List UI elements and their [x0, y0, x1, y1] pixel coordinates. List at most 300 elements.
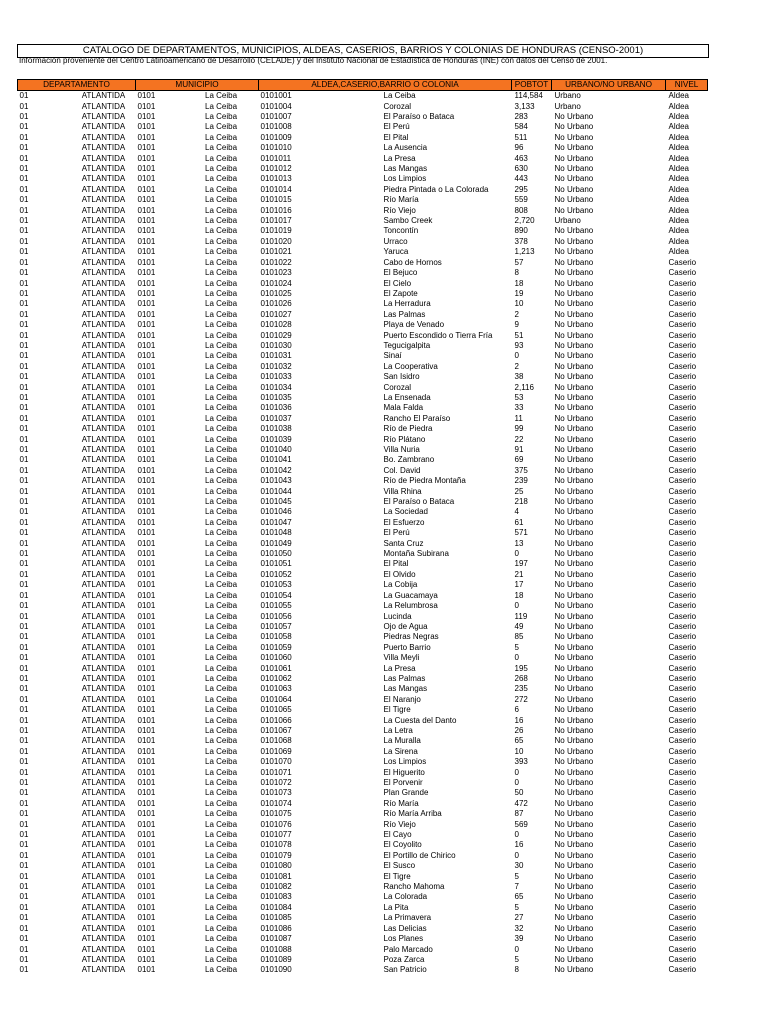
cell-municipio-code: 0101	[137, 101, 156, 111]
cell-urbano: No Urbano	[554, 340, 594, 350]
cell-departamento-code: 01	[19, 122, 29, 132]
cell-departamento-code: 01	[19, 340, 29, 350]
header-municipio: MUNICIPIO	[136, 80, 259, 91]
table-row	[18, 622, 708, 632]
cell-nivel: Caserio	[668, 611, 697, 621]
cell-pobtot: 17	[514, 580, 524, 590]
cell-nivel: Caserio	[668, 694, 697, 704]
table-row	[18, 684, 708, 694]
cell-municipio-code: 0101	[137, 705, 156, 715]
cell-departamento-name: ATLANTIDA	[81, 944, 126, 954]
cell-municipio-name: La Ceiba	[205, 486, 238, 496]
cell-urbano: No Urbano	[554, 653, 594, 663]
cell-aldea-name: Rancho Mahoma	[383, 882, 445, 892]
cell-urbano: No Urbano	[554, 299, 594, 309]
cell-aldea-code: 0101062	[260, 673, 292, 683]
cell-departamento-name: ATLANTIDA	[81, 549, 126, 559]
cell-departamento-code: 01	[19, 132, 29, 142]
cell-nivel: Caserio	[668, 549, 697, 559]
cell-aldea-name: Sambo Creek	[383, 216, 433, 226]
cell-urbano: No Urbano	[554, 954, 594, 964]
table-row	[18, 736, 708, 746]
cell-municipio-code: 0101	[137, 934, 156, 944]
cell-departamento-name: ATLANTIDA	[81, 767, 126, 777]
cell-pobtot: 630	[514, 164, 528, 174]
cell-municipio-name: La Ceiba	[205, 205, 238, 215]
cell-nivel: Aldea	[668, 184, 689, 194]
cell-municipio-code: 0101	[137, 424, 156, 434]
cell-urbano: No Urbano	[554, 164, 594, 174]
cell-municipio-name: La Ceiba	[205, 611, 238, 621]
cell-departamento-code: 01	[19, 694, 29, 704]
cell-pobtot: 218	[514, 497, 528, 507]
cell-municipio-code: 0101	[137, 830, 156, 840]
cell-aldea-name: Las Mangas	[383, 164, 428, 174]
cell-municipio-code: 0101	[137, 954, 156, 964]
cell-pobtot: 443	[514, 174, 528, 184]
cell-departamento-name: ATLANTIDA	[81, 153, 126, 163]
table-row	[18, 559, 708, 569]
cell-urbano: No Urbano	[554, 153, 594, 163]
cell-urbano: No Urbano	[554, 184, 594, 194]
cell-departamento-name: ATLANTIDA	[81, 174, 126, 184]
cell-aldea-code: 0101054	[260, 590, 292, 600]
header-pobtot: POBTOT	[512, 80, 552, 91]
cell-aldea-name: La Cuesta del Danto	[383, 715, 457, 725]
cell-aldea-code: 0101023	[260, 268, 292, 278]
cell-nivel: Caserio	[668, 819, 697, 829]
cell-departamento-name: ATLANTIDA	[81, 112, 126, 122]
cell-municipio-code: 0101	[137, 861, 156, 871]
cell-municipio-code: 0101	[137, 528, 156, 538]
cell-departamento-name: ATLANTIDA	[81, 684, 126, 694]
cell-municipio-name: La Ceiba	[205, 497, 238, 507]
cell-departamento-code: 01	[19, 330, 29, 340]
table-row	[18, 299, 708, 309]
cell-aldea-code: 0101066	[260, 715, 292, 725]
cell-pobtot: 195	[514, 663, 528, 673]
cell-pobtot: 16	[514, 840, 524, 850]
cell-aldea-name: Piedra Pintada o La Colorada	[383, 184, 489, 194]
cell-municipio-code: 0101	[137, 611, 156, 621]
table-row	[18, 341, 708, 351]
cell-aldea-name: Corozal	[383, 382, 412, 392]
cell-departamento-name: ATLANTIDA	[81, 164, 126, 174]
cell-municipio-name: La Ceiba	[205, 819, 238, 829]
cell-pobtot: 0	[514, 351, 519, 361]
cell-urbano: No Urbano	[554, 705, 594, 715]
cell-nivel: Caserio	[668, 798, 697, 808]
cell-urbano: No Urbano	[554, 611, 594, 621]
cell-nivel: Caserio	[668, 330, 697, 340]
cell-municipio-code: 0101	[137, 819, 156, 829]
cell-municipio-code: 0101	[137, 767, 156, 777]
cell-departamento-code: 01	[19, 725, 29, 735]
cell-urbano: No Urbano	[554, 965, 594, 975]
cell-departamento-name: ATLANTIDA	[81, 830, 126, 840]
cell-urbano: No Urbano	[554, 809, 594, 819]
cell-urbano: No Urbano	[554, 320, 594, 330]
cell-aldea-name: El Pital	[383, 132, 409, 142]
cell-municipio-code: 0101	[137, 164, 156, 174]
header-urbano: URBANO/NO URBANO	[552, 80, 666, 91]
cell-urbano: No Urbano	[554, 195, 594, 205]
cell-departamento-name: ATLANTIDA	[81, 299, 126, 309]
table-row	[18, 538, 708, 548]
cell-aldea-name: Col. David	[383, 465, 421, 475]
cell-municipio-name: La Ceiba	[205, 538, 238, 548]
cell-urbano: No Urbano	[554, 601, 594, 611]
cell-aldea-code: 0101064	[260, 694, 292, 704]
cell-municipio-name: La Ceiba	[205, 91, 238, 101]
cell-urbano: No Urbano	[554, 268, 594, 278]
cell-aldea-name: Las Delicias	[383, 923, 427, 933]
cell-departamento-name: ATLANTIDA	[81, 132, 126, 142]
cell-departamento-code: 01	[19, 611, 29, 621]
cell-departamento-code: 01	[19, 184, 29, 194]
cell-aldea-name: Villa Meyli	[383, 653, 420, 663]
cell-urbano: No Urbano	[554, 830, 594, 840]
table-row	[18, 445, 708, 455]
cell-nivel: Caserio	[668, 320, 697, 330]
cell-aldea-name: Ojo de Agua	[383, 621, 428, 631]
cell-pobtot: 32	[514, 923, 524, 933]
table-row	[18, 924, 708, 934]
cell-nivel: Caserio	[668, 340, 697, 350]
cell-aldea-code: 0101053	[260, 580, 292, 590]
cell-municipio-name: La Ceiba	[205, 653, 238, 663]
cell-pobtot: 1,213	[514, 247, 535, 257]
cell-aldea-name: Río Plátano	[383, 434, 426, 444]
cell-urbano: No Urbano	[554, 486, 594, 496]
table-row	[18, 164, 708, 174]
cell-pobtot: 38	[514, 372, 524, 382]
cell-municipio-name: La Ceiba	[205, 340, 238, 350]
cell-municipio-code: 0101	[137, 840, 156, 850]
cell-municipio-code: 0101	[137, 486, 156, 496]
cell-pobtot: 0	[514, 653, 519, 663]
cell-nivel: Caserio	[668, 621, 697, 631]
cell-nivel: Caserio	[668, 288, 697, 298]
cell-aldea-name: El Tigre	[383, 871, 411, 881]
table-row	[18, 91, 708, 102]
cell-nivel: Caserio	[668, 725, 697, 735]
cell-nivel: Caserio	[668, 413, 697, 423]
table-row	[18, 913, 708, 923]
cell-departamento-name: ATLANTIDA	[81, 372, 126, 382]
table-row	[18, 310, 708, 320]
cell-urbano: No Urbano	[554, 226, 594, 236]
cell-pobtot: 9	[514, 320, 519, 330]
cell-departamento-name: ATLANTIDA	[81, 424, 126, 434]
cell-departamento-code: 01	[19, 861, 29, 871]
table-row	[18, 778, 708, 788]
cell-municipio-name: La Ceiba	[205, 954, 238, 964]
cell-municipio-code: 0101	[137, 382, 156, 392]
cell-urbano: No Urbano	[554, 549, 594, 559]
cell-aldea-code: 0101065	[260, 705, 292, 715]
cell-departamento-code: 01	[19, 101, 29, 111]
cell-urbano: No Urbano	[554, 507, 594, 517]
table-row	[18, 476, 708, 486]
cell-aldea-name: El Esfuerzo	[383, 517, 425, 527]
cell-aldea-code: 0101028	[260, 320, 292, 330]
table-row	[18, 351, 708, 361]
cell-municipio-code: 0101	[137, 809, 156, 819]
cell-pobtot: 2,720	[514, 216, 535, 226]
cell-municipio-name: La Ceiba	[205, 101, 238, 111]
cell-municipio-name: La Ceiba	[205, 944, 238, 954]
cell-municipio-name: La Ceiba	[205, 309, 238, 319]
cell-departamento-code: 01	[19, 372, 29, 382]
cell-aldea-name: Toncontín	[383, 226, 419, 236]
table-row	[18, 674, 708, 684]
cell-departamento-code: 01	[19, 236, 29, 246]
cell-municipio-name: La Ceiba	[205, 476, 238, 486]
table-row	[18, 788, 708, 798]
cell-aldea-code: 0101081	[260, 871, 292, 881]
cell-departamento-code: 01	[19, 632, 29, 642]
cell-pobtot: 93	[514, 340, 524, 350]
cell-municipio-name: La Ceiba	[205, 934, 238, 944]
cell-municipio-name: La Ceiba	[205, 434, 238, 444]
cell-municipio-name: La Ceiba	[205, 798, 238, 808]
table-row	[18, 143, 708, 153]
cell-departamento-name: ATLANTIDA	[81, 632, 126, 642]
cell-departamento-code: 01	[19, 590, 29, 600]
table-row	[18, 434, 708, 444]
cell-urbano: No Urbano	[554, 247, 594, 257]
cell-municipio-code: 0101	[137, 278, 156, 288]
cell-departamento-code: 01	[19, 445, 29, 455]
table-row	[18, 362, 708, 372]
cell-municipio-code: 0101	[137, 122, 156, 132]
cell-departamento-name: ATLANTIDA	[81, 642, 126, 652]
cell-urbano: No Urbano	[554, 257, 594, 267]
cell-municipio-code: 0101	[137, 569, 156, 579]
cell-nivel: Caserio	[668, 861, 697, 871]
cell-municipio-code: 0101	[137, 601, 156, 611]
cell-departamento-code: 01	[19, 809, 29, 819]
table-row	[18, 133, 708, 143]
cell-aldea-name: Mala Falda	[383, 403, 424, 413]
cell-aldea-code: 0101039	[260, 434, 292, 444]
cell-nivel: Caserio	[668, 653, 697, 663]
table-row	[18, 518, 708, 528]
cell-pobtot: 99	[514, 424, 524, 434]
cell-pobtot: 375	[514, 465, 528, 475]
cell-departamento-name: ATLANTIDA	[81, 507, 126, 517]
cell-departamento-name: ATLANTIDA	[81, 445, 126, 455]
table-row	[18, 965, 708, 975]
cell-urbano: No Urbano	[554, 778, 594, 788]
cell-pobtot: 0	[514, 944, 519, 954]
cell-departamento-name: ATLANTIDA	[81, 517, 126, 527]
cell-departamento-name: ATLANTIDA	[81, 382, 126, 392]
cell-aldea-code: 0101022	[260, 257, 292, 267]
cell-departamento-name: ATLANTIDA	[81, 757, 126, 767]
cell-nivel: Caserio	[668, 403, 697, 413]
cell-municipio-name: La Ceiba	[205, 403, 238, 413]
cell-nivel: Caserio	[668, 309, 697, 319]
cell-municipio-name: La Ceiba	[205, 382, 238, 392]
cell-aldea-name: Los Limpios	[383, 757, 427, 767]
cell-aldea-code: 0101007	[260, 112, 292, 122]
cell-nivel: Caserio	[668, 601, 697, 611]
cell-municipio-name: La Ceiba	[205, 778, 238, 788]
cell-departamento-name: ATLANTIDA	[81, 91, 126, 101]
cell-nivel: Caserio	[668, 965, 697, 975]
cell-aldea-code: 0101019	[260, 226, 292, 236]
cell-pobtot: 3,133	[514, 101, 535, 111]
table-row	[18, 185, 708, 195]
cell-aldea-code: 0101078	[260, 840, 292, 850]
cell-pobtot: 11	[514, 413, 523, 423]
cell-aldea-code: 0101035	[260, 392, 292, 402]
header-aldea: ALDEA,CASERIO,BARRIO O COLONIA	[259, 80, 512, 91]
cell-aldea-code: 0101074	[260, 798, 292, 808]
cell-municipio-name: La Ceiba	[205, 861, 238, 871]
cell-municipio-code: 0101	[137, 871, 156, 881]
cell-aldea-name: Urraco	[383, 236, 408, 246]
cell-nivel: Caserio	[668, 559, 697, 569]
cell-nivel: Caserio	[668, 809, 697, 819]
cell-urbano: No Urbano	[554, 288, 594, 298]
cell-municipio-code: 0101	[137, 788, 156, 798]
cell-departamento-code: 01	[19, 642, 29, 652]
cell-municipio-code: 0101	[137, 673, 156, 683]
cell-aldea-code: 0101034	[260, 382, 292, 392]
cell-pobtot: 13	[514, 538, 524, 548]
cell-pobtot: 239	[514, 476, 528, 486]
cell-departamento-name: ATLANTIDA	[81, 476, 126, 486]
cell-municipio-name: La Ceiba	[205, 684, 238, 694]
cell-departamento-name: ATLANTIDA	[81, 216, 126, 226]
cell-departamento-code: 01	[19, 497, 29, 507]
cell-aldea-name: Plan Grande	[383, 788, 429, 798]
cell-pobtot: 49	[514, 621, 524, 631]
cell-municipio-name: La Ceiba	[205, 184, 238, 194]
cell-municipio-name: La Ceiba	[205, 361, 238, 371]
cell-municipio-name: La Ceiba	[205, 788, 238, 798]
cell-pobtot: 808	[514, 205, 528, 215]
cell-municipio-name: La Ceiba	[205, 913, 238, 923]
cell-pobtot: 4	[514, 507, 519, 517]
cell-pobtot: 69	[514, 455, 524, 465]
cell-urbano: No Urbano	[554, 569, 594, 579]
cell-pobtot: 85	[514, 632, 524, 642]
cell-pobtot: 6	[514, 705, 519, 715]
cell-urbano: No Urbano	[554, 715, 594, 725]
cell-aldea-code: 0101010	[260, 143, 292, 153]
cell-pobtot: 119	[514, 611, 528, 621]
cell-municipio-code: 0101	[137, 653, 156, 663]
cell-aldea-code: 0101026	[260, 299, 292, 309]
table-row	[18, 205, 708, 215]
cell-municipio-code: 0101	[137, 746, 156, 756]
cell-aldea-name: Yaruca	[383, 247, 409, 257]
cell-aldea-code: 0101032	[260, 361, 292, 371]
cell-aldea-name: Tegucigalpita	[383, 340, 431, 350]
cell-municipio-code: 0101	[137, 694, 156, 704]
cell-nivel: Aldea	[668, 153, 689, 163]
cell-departamento-name: ATLANTIDA	[81, 892, 126, 902]
cell-municipio-code: 0101	[137, 642, 156, 652]
cell-aldea-name: El Perú	[383, 122, 410, 132]
cell-aldea-name: La Cooperativa	[383, 361, 438, 371]
cell-urbano: No Urbano	[554, 309, 594, 319]
cell-pobtot: 39	[514, 934, 524, 944]
cell-nivel: Caserio	[668, 278, 697, 288]
cell-urbano: No Urbano	[554, 392, 594, 402]
cell-aldea-name: La Presa	[383, 663, 416, 673]
cell-municipio-code: 0101	[137, 517, 156, 527]
cell-nivel: Caserio	[668, 642, 697, 652]
cell-pobtot: 0	[514, 830, 519, 840]
cell-municipio-code: 0101	[137, 226, 156, 236]
table-row	[18, 497, 708, 507]
cell-urbano: No Urbano	[554, 236, 594, 246]
cell-departamento-name: ATLANTIDA	[81, 247, 126, 257]
table-row	[18, 871, 708, 881]
cell-municipio-code: 0101	[137, 965, 156, 975]
cell-urbano: No Urbano	[554, 445, 594, 455]
cell-urbano: No Urbano	[554, 819, 594, 829]
cell-nivel: Aldea	[668, 91, 689, 101]
cell-pobtot: 0	[514, 850, 519, 860]
cell-municipio-name: La Ceiba	[205, 216, 238, 226]
cell-municipio-code: 0101	[137, 632, 156, 642]
cell-nivel: Aldea	[668, 122, 689, 132]
cell-nivel: Caserio	[668, 268, 697, 278]
cell-municipio-code: 0101	[137, 91, 156, 101]
cell-aldea-code: 0101011	[260, 153, 292, 163]
cell-municipio-name: La Ceiba	[205, 694, 238, 704]
table-row	[18, 611, 708, 621]
cell-urbano: No Urbano	[554, 840, 594, 850]
cell-aldea-code: 0101085	[260, 913, 292, 923]
cell-nivel: Aldea	[668, 112, 689, 122]
cell-municipio-name: La Ceiba	[205, 424, 238, 434]
cell-departamento-name: ATLANTIDA	[81, 746, 126, 756]
cell-aldea-code: 0101075	[260, 809, 292, 819]
cell-municipio-code: 0101	[137, 913, 156, 923]
cell-departamento-name: ATLANTIDA	[81, 257, 126, 267]
cell-municipio-name: La Ceiba	[205, 278, 238, 288]
cell-aldea-name: San Patricio	[383, 965, 427, 975]
cell-municipio-code: 0101	[137, 236, 156, 246]
cell-departamento-code: 01	[19, 216, 29, 226]
cell-nivel: Caserio	[668, 257, 697, 267]
cell-departamento-name: ATLANTIDA	[81, 601, 126, 611]
cell-aldea-name: Río Viejo	[383, 205, 416, 215]
cell-municipio-name: La Ceiba	[205, 143, 238, 153]
cell-aldea-code: 0101087	[260, 934, 292, 944]
cell-departamento-code: 01	[19, 507, 29, 517]
cell-aldea-name: Piedras Negras	[383, 632, 439, 642]
cell-aldea-name: La Colorada	[383, 892, 428, 902]
cell-pobtot: 283	[514, 112, 528, 122]
cell-nivel: Caserio	[668, 445, 697, 455]
cell-municipio-name: La Ceiba	[205, 840, 238, 850]
cell-aldea-name: Los Planes	[383, 934, 424, 944]
cell-departamento-code: 01	[19, 351, 29, 361]
cell-aldea-code: 0101027	[260, 309, 292, 319]
cell-departamento-name: ATLANTIDA	[81, 840, 126, 850]
cell-departamento-code: 01	[19, 226, 29, 236]
cell-municipio-code: 0101	[137, 372, 156, 382]
cell-departamento-code: 01	[19, 715, 29, 725]
